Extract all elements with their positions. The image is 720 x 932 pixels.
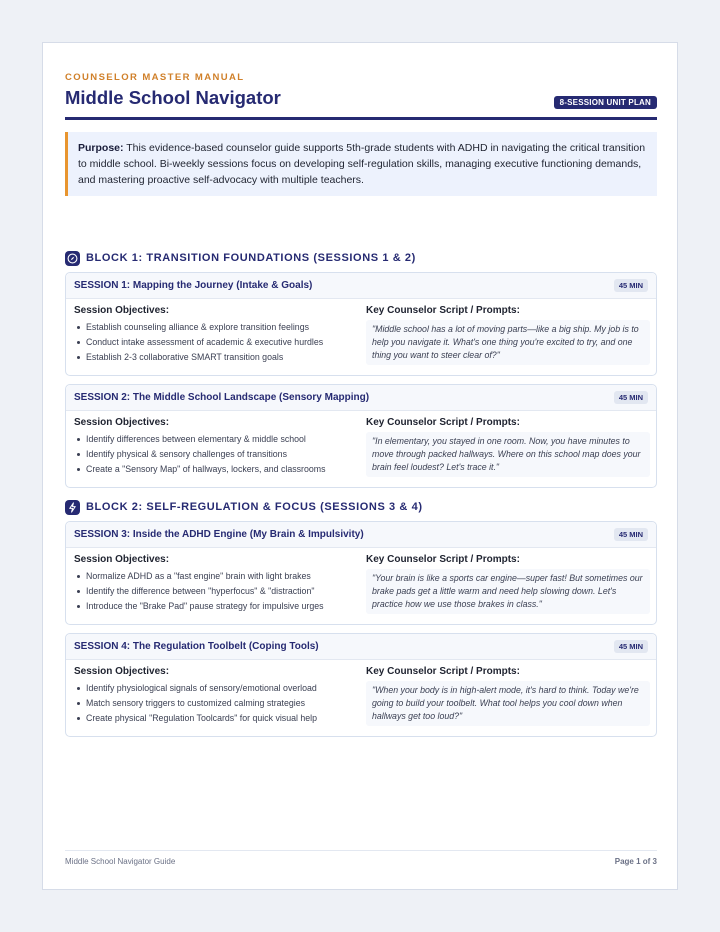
document-page bbox=[42, 42, 678, 890]
session-2-card bbox=[65, 384, 657, 488]
lightning-icon bbox=[65, 500, 80, 515]
script-heading: Key Counselor Script / Prompts: bbox=[366, 666, 520, 677]
counselor-script: "In elementary, you stayed in one room. Now, you have minutes to move through packed hallways. Where on this school map does your brain feel loudest? Let's trace it." bbox=[366, 432, 650, 477]
objectives-heading: Session Objectives: bbox=[74, 554, 170, 565]
objective-item: Identify physiological signals of sensory/emotional overload bbox=[74, 681, 358, 696]
objective-item: Identify physical & sensory challenges of transitions bbox=[74, 447, 358, 462]
block-2-title: BLOCK 2: SELF-REGULATION & FOCUS (SESSIONS 3 & 4) bbox=[86, 501, 423, 513]
objective-item: Match sensory triggers to customized calming strategies bbox=[74, 696, 358, 711]
session-2-title: SESSION 2: The Middle School Landscape (Sensory Mapping) bbox=[74, 392, 370, 403]
session-3-card bbox=[65, 521, 657, 625]
title-divider bbox=[65, 117, 657, 120]
session-1-card bbox=[65, 272, 657, 376]
unit-plan-badge: 8-SESSION UNIT PLAN bbox=[554, 96, 657, 109]
counselor-script: "When your body is in high-alert mode, it's hard to think. Today we're going to build your toolbelt. What tool helps you cool down when hallways get too loud?" bbox=[366, 681, 650, 726]
objective-item: Identify differences between elementary & middle school bbox=[74, 432, 358, 447]
objective-item: Introduce the "Brake Pad" pause strategy for impulsive urges bbox=[74, 599, 358, 614]
page-number: Page 1 of 3 bbox=[614, 857, 657, 866]
purpose-label: Purpose: bbox=[78, 142, 124, 154]
objectives-heading: Session Objectives: bbox=[74, 417, 170, 428]
footer-guide-name: Middle School Navigator Guide bbox=[65, 857, 176, 866]
session-4-card bbox=[65, 633, 657, 737]
objective-item: Normalize ADHD as a "fast engine" brain with light brakes bbox=[74, 569, 358, 584]
block-1-title: BLOCK 1: TRANSITION FOUNDATIONS (SESSIONS 1 & 2) bbox=[86, 252, 416, 264]
page-title: Middle School Navigator bbox=[65, 87, 281, 108]
objective-item: Establish 2-3 collaborative SMART transition goals bbox=[74, 350, 358, 365]
block-2-header bbox=[65, 498, 423, 516]
counselor-script: "Middle school has a lot of moving parts—like a big ship. My job is to help you navigate it. What's one thing you're excited to try, and one thing you want to steer clear of?" bbox=[366, 320, 650, 365]
objective-item: Conduct intake assessment of academic & executive hurdles bbox=[74, 335, 358, 350]
footer-divider bbox=[65, 850, 657, 851]
objective-item: Identify the difference between "hyperfocus" & "distraction" bbox=[74, 584, 358, 599]
purpose-text: This evidence-based counselor guide supports 5th-grade students with ADHD in navigating the critical transition to middle school. Bi-weekly sessions focus on developing self-regulation skills, managing executive functioning demands, and mastering proactive self-advocacy with multiple teachers. bbox=[78, 142, 646, 186]
session-3-duration-badge: 45 MIN bbox=[614, 528, 648, 541]
eyebrow-label: COUNSELOR MASTER MANUAL bbox=[65, 72, 245, 83]
counselor-script: "Your brain is like a sports car engine—super fast! But sometimes our brake pads get a little warm and need help slowing down. Let's practice how we use those brakes in class." bbox=[366, 569, 650, 614]
session-1-duration-badge: 45 MIN bbox=[614, 279, 648, 292]
block-1-header bbox=[65, 249, 416, 267]
objective-item: Create physical "Regulation Toolcards" for quick visual help bbox=[74, 711, 358, 726]
purpose-callout bbox=[65, 132, 657, 196]
session-4-duration-badge: 45 MIN bbox=[614, 640, 648, 653]
objectives-heading: Session Objectives: bbox=[74, 666, 170, 677]
compass-icon bbox=[65, 251, 80, 266]
session-2-duration-badge: 45 MIN bbox=[614, 391, 648, 404]
session-3-title: SESSION 3: Inside the ADHD Engine (My Brain & Impulsivity) bbox=[74, 529, 364, 540]
script-heading: Key Counselor Script / Prompts: bbox=[366, 305, 520, 316]
objective-item: Create a "Sensory Map" of hallways, lockers, and classrooms bbox=[74, 462, 358, 477]
script-heading: Key Counselor Script / Prompts: bbox=[366, 554, 520, 565]
session-4-title: SESSION 4: The Regulation Toolbelt (Coping Tools) bbox=[74, 641, 319, 652]
script-heading: Key Counselor Script / Prompts: bbox=[366, 417, 520, 428]
objective-item: Establish counseling alliance & explore transition feelings bbox=[74, 320, 358, 335]
session-1-title: SESSION 1: Mapping the Journey (Intake & Goals) bbox=[74, 280, 313, 291]
objectives-heading: Session Objectives: bbox=[74, 305, 170, 316]
